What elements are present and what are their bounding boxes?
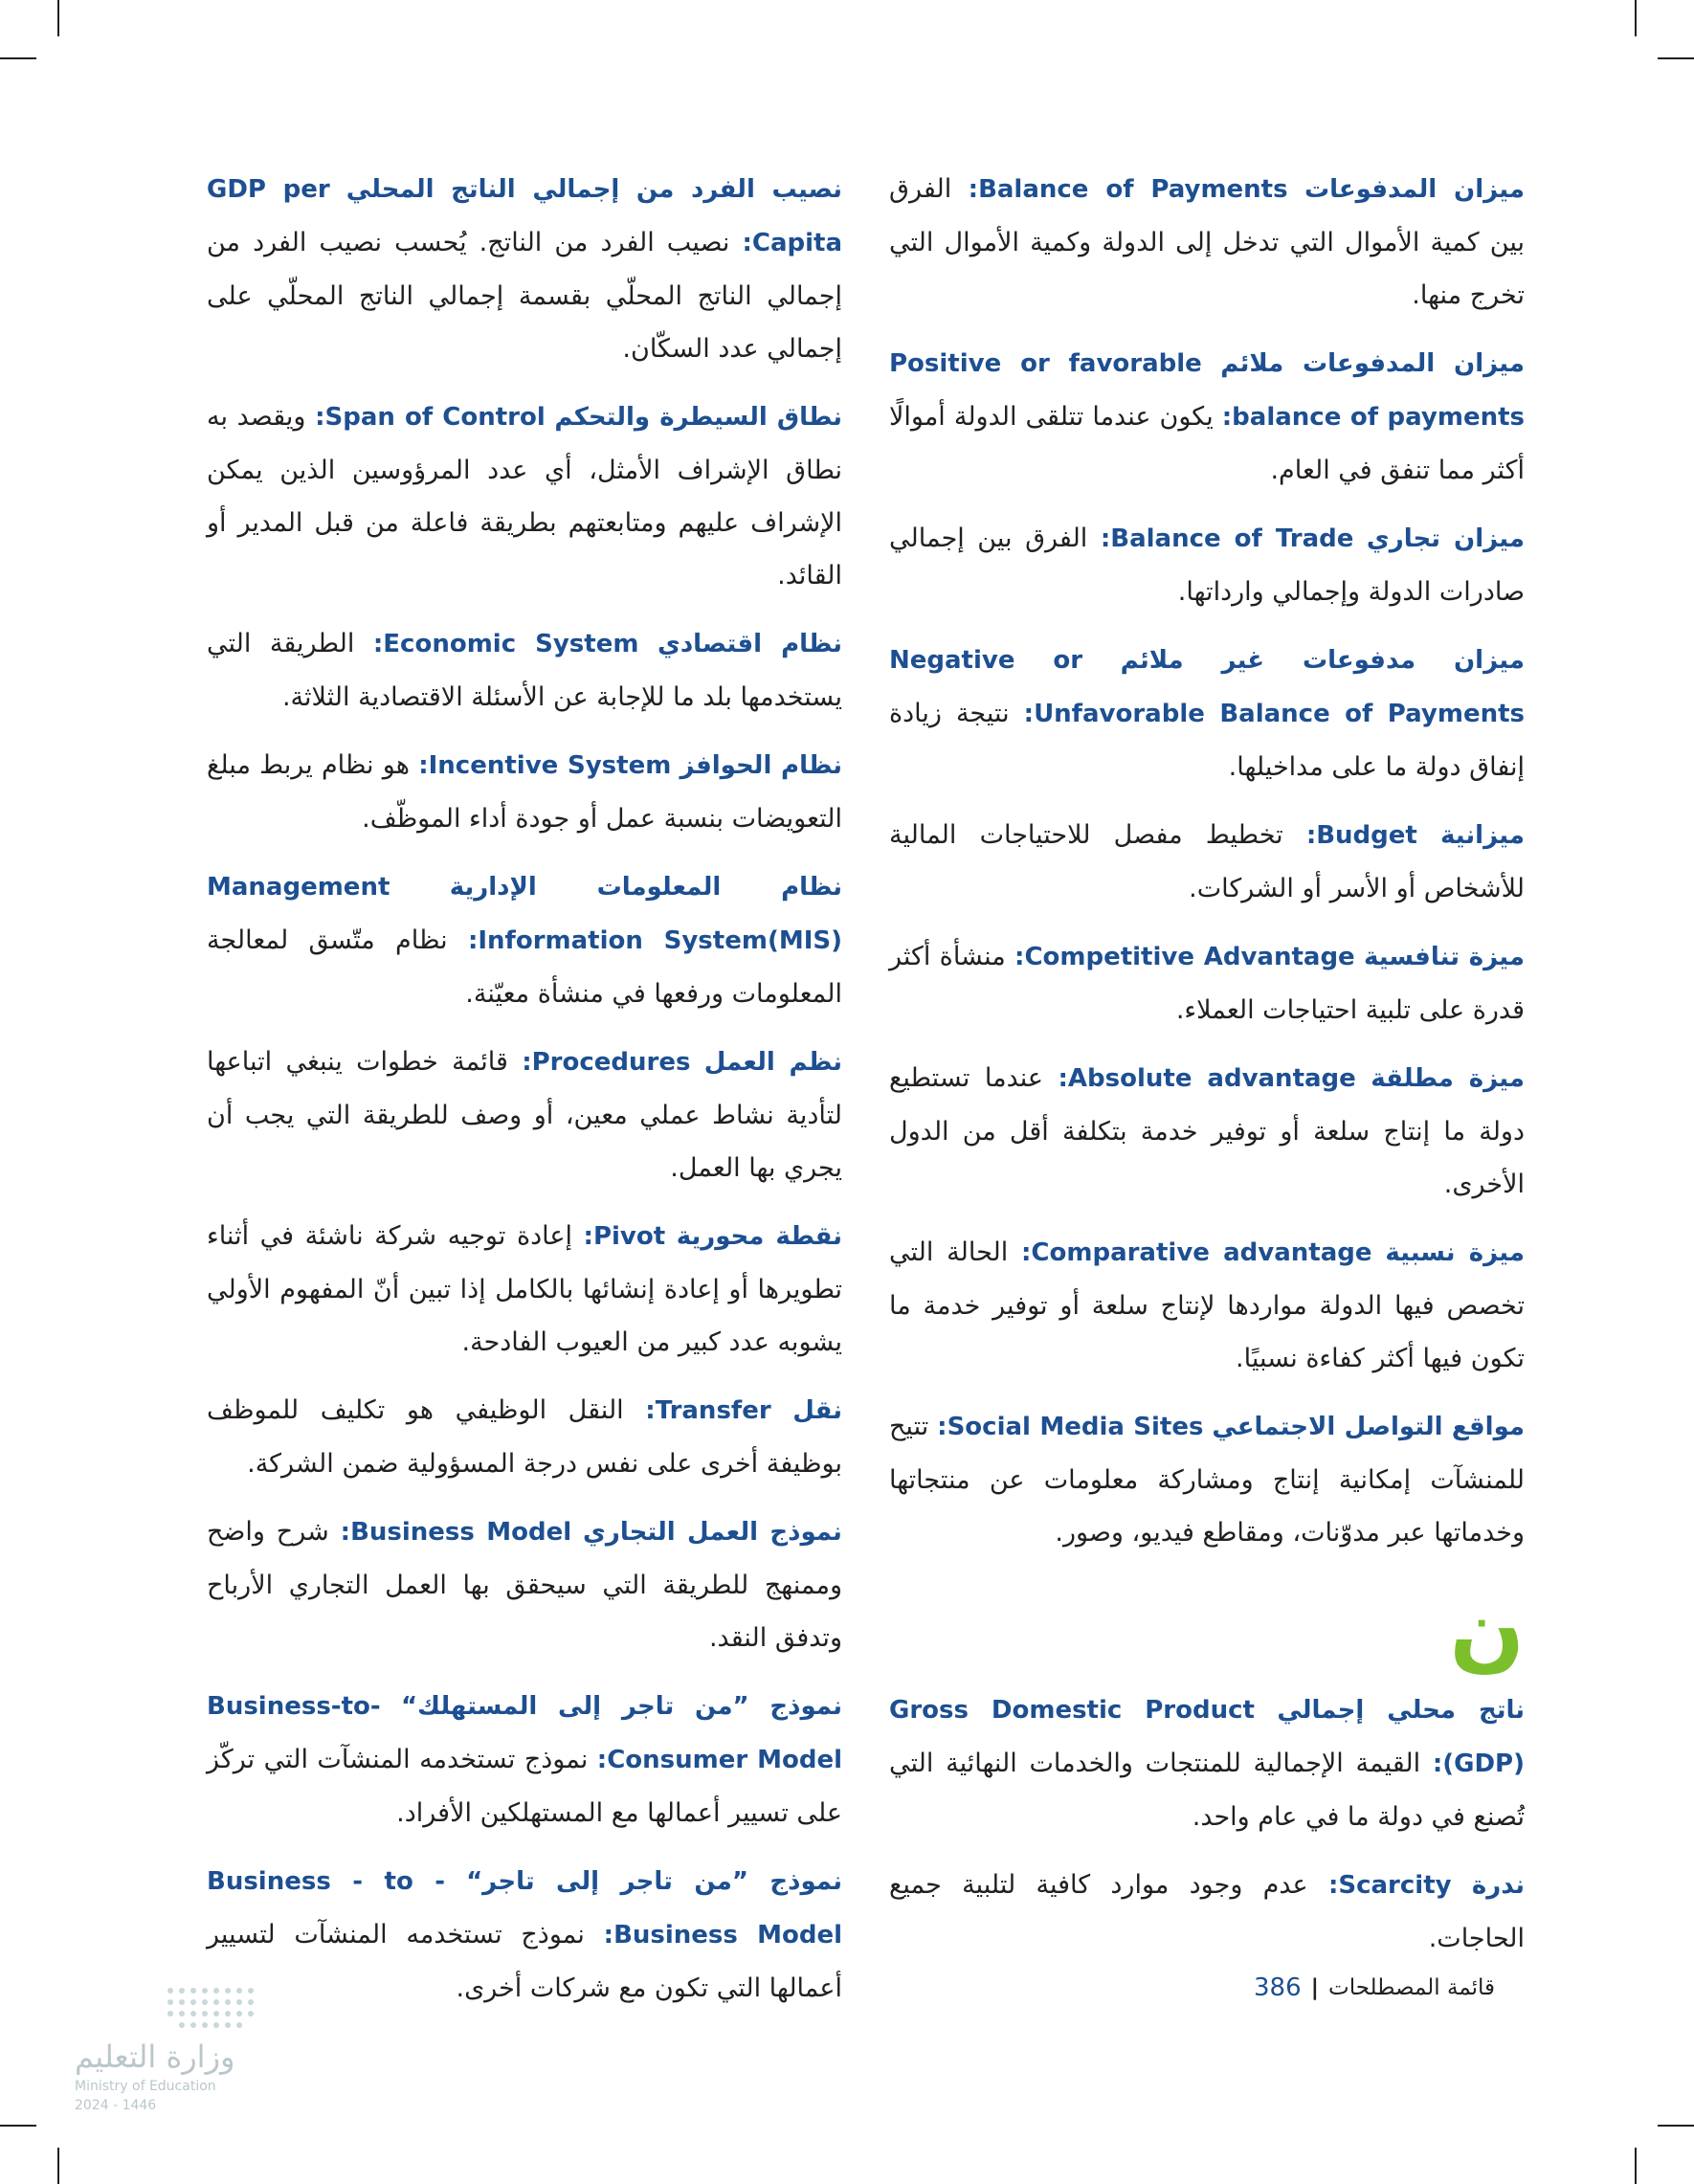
- term-arabic: نصيب الفرد من إجمالي الناتج المحلي: [345, 175, 842, 204]
- term-definition: عندما تستطيع دولة ما إنتاج سلعة أو توفير خدمة بتكلفة أقل من الدول الأخرى.: [889, 1063, 1525, 1199]
- term-arabic: نقطة محورية: [676, 1222, 842, 1251]
- term-definition: عدم وجود موارد كافية لتلبية جميع الحاجات.: [889, 1870, 1525, 1953]
- term-english: Comparative advantage: [1031, 1238, 1372, 1267]
- glossary-entries: [207, 163, 842, 2015]
- term-arabic: نظام الحوافز: [680, 751, 842, 780]
- term-definition: الفرق بين كمية الأموال التي تدخل إلى الدولة وكمية الأموال التي تخرج منها.: [889, 174, 1525, 310]
- term-separator: :: [1058, 1064, 1068, 1093]
- term-arabic: نظام المعلومات الإدارية: [449, 873, 842, 902]
- term-separator: :: [596, 1746, 608, 1774]
- page-number: 386: [1254, 1973, 1302, 2002]
- glossary-entries: [889, 163, 1525, 1559]
- glossary-entries: [889, 1683, 1525, 1965]
- term-separator: :: [418, 751, 429, 780]
- term-arabic: ميزة تنافسية: [1363, 943, 1525, 971]
- term-arabic: ميزة نسبية: [1385, 1238, 1525, 1267]
- term-separator: :: [467, 926, 479, 955]
- term-english: Business - to - Business Model: [207, 1867, 842, 1950]
- term-definition: نموذج تستخدمه المنشآت لتسيير أعمالها التي تكون مع شركات أخرى.: [207, 1920, 842, 2003]
- term-arabic: ميزان مدفوعات غير ملائم: [1120, 646, 1525, 675]
- term-english: Absolute advantage: [1067, 1064, 1356, 1093]
- term-english: Economic System: [383, 630, 639, 658]
- term-definition: القيمة الإجمالية للمنتجات والخدمات النهائية التي تُصنع في دولة ما في عام واحد.: [889, 1749, 1525, 1832]
- glossary-entry: [889, 1683, 1525, 1843]
- crop-mark: [1658, 57, 1694, 59]
- glossary-entry: [889, 163, 1525, 322]
- term-english: Procedures: [531, 1048, 691, 1077]
- term-arabic: نموذج ”من تاجر إلى تاجر“: [466, 1867, 842, 1896]
- term-definition: نموذج تستخدمه المنشآت التي تركّز على تسيير أعمالها مع المستهلكين الأفراد.: [207, 1745, 842, 1828]
- term-english: Balance of Trade: [1110, 524, 1354, 553]
- glossary-entry: [207, 1036, 842, 1194]
- term-separator: :: [315, 403, 325, 432]
- glossary-entry: [889, 1859, 1525, 1965]
- term-arabic: ناتج محلي إجمالي: [1277, 1696, 1525, 1725]
- term-definition: نتيجة زيادة إنفاق دولة ما على مداخيلها.: [889, 699, 1525, 782]
- crop-mark: [1658, 2125, 1694, 2127]
- glossary-entry: [889, 512, 1525, 618]
- term-definition: الطريقة التي يستخدمها بلد ما للإجابة عن الأسئلة الاقتصادية الثلاثة.: [207, 629, 842, 712]
- term-separator: :: [1305, 821, 1317, 850]
- term-english: GDP per Capita: [207, 175, 842, 257]
- term-definition: الحالة التي تخصص فيها الدولة مواردها لإنتاج سلعة أو توفير خدمة ما تكون فيها أكثر كفاءة نسبيًا.: [889, 1237, 1525, 1373]
- term-english: Budget: [1316, 821, 1417, 850]
- footer-separator: |: [1310, 1975, 1320, 2000]
- term-english: Transfer: [655, 1396, 771, 1425]
- term-english: Management Information System(MIS): [207, 873, 842, 955]
- term-english: Scarcity: [1338, 1871, 1452, 1900]
- term-english: Business-to-Consumer Model: [207, 1692, 842, 1774]
- glossary-entry: [889, 1052, 1525, 1211]
- term-definition: الفرق بين إجمالي صادرات الدولة وإجمالي وارداتها.: [889, 524, 1525, 607]
- glossary-entry: [889, 634, 1525, 793]
- term-english: Competitive Advantage: [1024, 943, 1355, 971]
- footer-section-title: قائمة المصطلحات: [1328, 1975, 1496, 2000]
- term-separator: :: [583, 1222, 593, 1251]
- section-letter: ن: [1449, 1579, 1525, 1682]
- term-arabic: مواقع التواصل الاجتماعي: [1212, 1413, 1525, 1441]
- glossary-entry: [207, 1210, 842, 1369]
- term-arabic: نظم العمل: [703, 1048, 842, 1077]
- term-separator: :: [340, 1518, 351, 1547]
- term-definition: شرح واضح وممنهج للطريقة التي سيحقق بها العمل التجاري الأرباح وتدفق النقد.: [207, 1517, 842, 1653]
- term-definition: النقل الوظيفي هو تكليف للموظف بوظيفة أخرى على نفس درجة المسؤولية ضمن الشركة.: [207, 1395, 842, 1479]
- term-arabic: ندرة: [1471, 1871, 1525, 1900]
- term-separator: :: [603, 1921, 614, 1950]
- term-definition: إعادة توجيه شركة ناشئة في أثناء تطويرها أو إعادة إنشائها بالكامل إذا تبين أنّ المفهوم الأولي يشوبه عدد كبير من العيوب الفادحة.: [207, 1221, 842, 1357]
- term-separator: :: [645, 1396, 656, 1425]
- glossary-entry: [207, 617, 842, 724]
- glossary-entry: [207, 1384, 842, 1490]
- term-separator: :: [742, 229, 752, 257]
- term-separator: :: [1327, 1871, 1339, 1900]
- term-arabic: ميزان تجاري: [1366, 524, 1525, 553]
- term-separator: :: [372, 630, 384, 658]
- crop-mark: [1635, 0, 1637, 36]
- term-separator: :: [1221, 403, 1233, 432]
- term-definition: نظام متّسق لمعالجة المعلومات ورفعها في منشأة معيّنة.: [207, 925, 842, 1009]
- glossary-entry: [207, 390, 842, 602]
- term-arabic: ميزان المدفوعات: [1304, 175, 1525, 204]
- glossary-column-right: [889, 163, 1525, 1980]
- term-english: Span of Control: [324, 403, 546, 432]
- term-separator: :: [1100, 524, 1111, 553]
- ministry-logo: [75, 1981, 266, 2125]
- term-english: Positive or favorable balance of payments: [889, 349, 1525, 432]
- term-english: Social Media Sites: [947, 1413, 1204, 1441]
- logo-year: 2024 - 1446: [75, 2098, 157, 2113]
- logo-dots-icon: [75, 1981, 266, 2039]
- page-footer: [1254, 1973, 1495, 2002]
- term-arabic: ميزة مطلقة: [1371, 1064, 1525, 1093]
- crop-mark: [1635, 2148, 1637, 2184]
- term-definition: يكون عندما تتلقى الدولة أموالًا أكثر مما تنفق في العام.: [889, 402, 1525, 485]
- crop-mark: [0, 57, 36, 59]
- term-separator: :: [1014, 943, 1025, 971]
- glossary-entry: [207, 1680, 842, 1839]
- term-definition: تتيح للمنشآت إمكانية إنتاج ومشاركة معلومات عن منتجاتها وخدماتها عبر مدوّنات، ومقاطع فيديو، وصور.: [889, 1412, 1525, 1548]
- glossary-entry: [889, 337, 1525, 497]
- term-arabic: نموذج العمل التجاري: [583, 1518, 842, 1547]
- term-english: Gross Domestic Product (GDP): [889, 1696, 1525, 1778]
- term-separator: :: [1432, 1749, 1443, 1778]
- term-arabic: نطاق السيطرة والتحكم: [554, 403, 842, 432]
- term-separator: :: [968, 175, 979, 204]
- logo-name-ar: وزارة التعليم: [75, 2039, 235, 2075]
- term-english: Balance of Payments: [978, 175, 1288, 204]
- term-definition: نصيب الفرد من الناتج. يُحسب نصيب الفرد من إجمالي الناتج المحلّي بقسمة إجمالي الناتج المحلّي على إجمالي عدد السكّان.: [207, 228, 842, 364]
- term-english: Incentive System: [428, 751, 672, 780]
- term-separator: :: [1023, 700, 1035, 728]
- glossary-entry: [207, 1855, 842, 2015]
- logo-name-en: Ministry of Education: [75, 2079, 216, 2094]
- glossary-entry: [207, 1505, 842, 1664]
- glossary-column-left: [207, 163, 842, 2030]
- term-english: Business Model: [350, 1518, 572, 1547]
- glossary-entry: [889, 809, 1525, 915]
- glossary-entry: [889, 930, 1525, 1036]
- term-definition: هو نظام يربط مبلغ التعويضات بنسبة عمل أو جودة أداء الموظّف.: [207, 750, 842, 834]
- term-english: Pivot: [592, 1222, 666, 1251]
- term-definition: ويقصد به نطاق الإشراف الأمثل، أي عدد المرؤوسين الذين يمكن الإشراف عليهم ومتابعتهم بطريقة فاعلة من قبل المدير أو القائد.: [207, 402, 842, 591]
- glossary-entry: [889, 1400, 1525, 1559]
- term-arabic: ميزانية: [1440, 821, 1525, 850]
- term-separator: :: [522, 1048, 532, 1077]
- crop-mark: [0, 2125, 36, 2127]
- glossary-entry: [207, 163, 842, 375]
- term-english: Negative or Unfavorable Balance of Payments: [889, 646, 1525, 728]
- crop-mark: [57, 0, 59, 36]
- glossary-entry: [889, 1226, 1525, 1385]
- term-separator: :: [1021, 1238, 1032, 1267]
- term-arabic: ميزان المدفوعات ملائم: [1220, 349, 1525, 378]
- crop-mark: [57, 2148, 59, 2184]
- term-definition: منشأة أكثر قدرة على تلبية احتياجات العملاء.: [889, 942, 1525, 1025]
- term-definition: قائمة خطوات ينبغي اتباعها لتأدية نشاط عملي معين، أو وصف للطريقة التي يجب أن يجري بها العمل.: [207, 1047, 842, 1183]
- term-separator: :: [937, 1413, 947, 1441]
- glossary-entry: [207, 739, 842, 845]
- term-arabic: نقل: [792, 1396, 842, 1425]
- glossary-entry: [207, 860, 842, 1020]
- term-arabic: نظام اقتصادي: [657, 630, 842, 658]
- term-arabic: نموذج ”من تاجر إلى المستهلك“: [401, 1692, 842, 1721]
- term-definition: تخطيط مفصل للاحتياجات المالية للأشخاص أو الأسر أو الشركات.: [889, 820, 1525, 903]
